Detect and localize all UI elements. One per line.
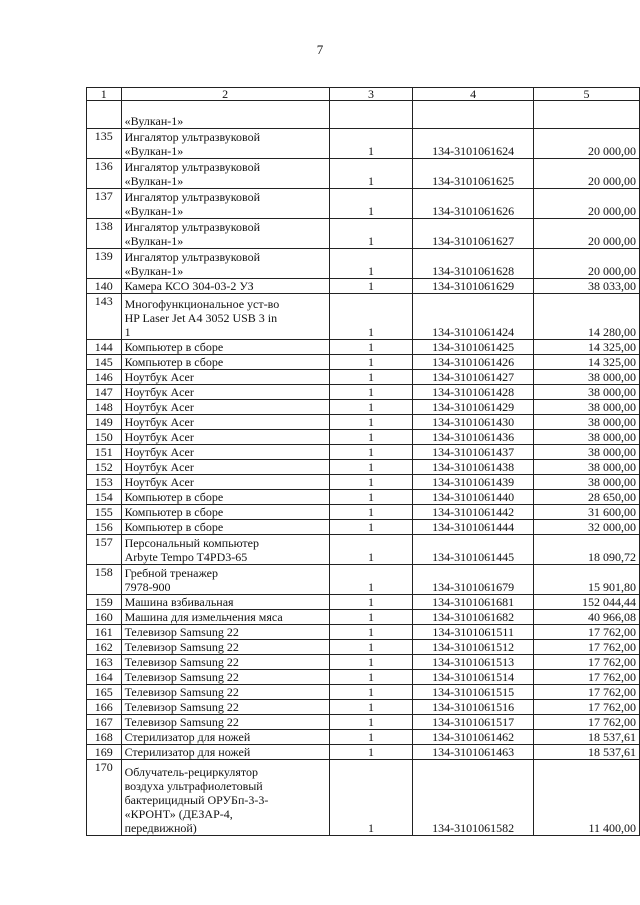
inventory-number: 134-3101061515 xyxy=(413,685,534,700)
table-row xyxy=(87,625,640,640)
item-price: 17 762,00 xyxy=(533,655,639,670)
inventory-table xyxy=(86,87,640,836)
row-number: 143 xyxy=(87,294,122,340)
inventory-number: 134-3101061428 xyxy=(413,385,534,400)
item-name-line: 7978-900 xyxy=(124,580,171,594)
table-row xyxy=(87,730,640,745)
item-name-line: Персональный компьютер xyxy=(124,536,259,550)
item-price: 14 325,00 xyxy=(533,355,639,370)
inventory-number: 134-3101061682 xyxy=(413,610,534,625)
item-name xyxy=(121,460,329,475)
item-name-line: Ноутбук Acer xyxy=(124,460,194,474)
item-quantity: 1 xyxy=(329,159,413,189)
table-row xyxy=(87,370,640,385)
inventory-number: 134-3101061582 xyxy=(413,760,534,836)
item-name-line: Ингалятор ультразвуковой xyxy=(124,220,261,234)
item-price: 14 325,00 xyxy=(533,340,639,355)
item-name xyxy=(121,565,329,595)
item-price: 38 033,00 xyxy=(533,279,639,294)
row-number: 165 xyxy=(87,685,122,700)
row-number: 140 xyxy=(87,279,122,294)
item-quantity: 1 xyxy=(329,490,413,505)
item-name-line: передвижной) xyxy=(124,821,197,835)
item-price: 17 762,00 xyxy=(533,640,639,655)
item-quantity: 1 xyxy=(329,700,413,715)
item-name xyxy=(121,505,329,520)
item-name-line: Машина взбивальная xyxy=(124,595,234,609)
item-price: 152 044,44 xyxy=(533,595,639,610)
table-row xyxy=(87,460,640,475)
table-row xyxy=(87,430,640,445)
item-quantity xyxy=(329,101,413,129)
item-quantity: 1 xyxy=(329,249,413,279)
row-number: 166 xyxy=(87,700,122,715)
inventory-number: 134-3101061437 xyxy=(413,445,534,460)
item-name xyxy=(121,685,329,700)
item-price: 17 762,00 xyxy=(533,700,639,715)
table-header-row xyxy=(87,88,640,101)
inventory-number: 134-3101061429 xyxy=(413,400,534,415)
item-price: 38 000,00 xyxy=(533,385,639,400)
item-quantity: 1 xyxy=(329,445,413,460)
item-quantity: 1 xyxy=(329,460,413,475)
item-name xyxy=(121,279,329,294)
row-number: 147 xyxy=(87,385,122,400)
item-price: 18 537,61 xyxy=(533,730,639,745)
inventory-number: 134-3101061681 xyxy=(413,595,534,610)
inventory-number: 134-3101061514 xyxy=(413,670,534,685)
item-price: 32 000,00 xyxy=(533,520,639,535)
table-row xyxy=(87,760,640,836)
item-name-line: Телевизор Samsung 22 xyxy=(124,715,239,729)
item-price: 20 000,00 xyxy=(533,159,639,189)
row-number xyxy=(87,101,122,129)
item-price: 17 762,00 xyxy=(533,625,639,640)
inventory-table-body xyxy=(87,88,640,836)
table-row xyxy=(87,685,640,700)
row-number: 151 xyxy=(87,445,122,460)
row-number: 164 xyxy=(87,670,122,685)
table-row xyxy=(87,640,640,655)
row-number: 168 xyxy=(87,730,122,745)
item-name-line: Компьютер в сборе xyxy=(124,505,224,519)
item-quantity: 1 xyxy=(329,294,413,340)
item-name-line: «Вулкан-1» xyxy=(124,204,184,218)
item-name-line: Стерилизатор для ножей xyxy=(124,745,251,759)
table-row xyxy=(87,565,640,595)
item-price: 11 400,00 xyxy=(533,760,639,836)
item-name xyxy=(121,355,329,370)
table-row xyxy=(87,189,640,219)
item-price: 17 762,00 xyxy=(533,715,639,730)
table-row xyxy=(87,101,640,129)
item-quantity: 1 xyxy=(329,565,413,595)
item-quantity: 1 xyxy=(329,400,413,415)
item-name xyxy=(121,189,329,219)
item-name-line: Ноутбук Acer xyxy=(124,415,194,429)
item-price: 15 901,80 xyxy=(533,565,639,595)
item-name xyxy=(121,385,329,400)
item-name-line: Камера КСО 304-03-2 УЗ xyxy=(124,279,254,293)
row-number: 145 xyxy=(87,355,122,370)
item-price: 31 600,00 xyxy=(533,505,639,520)
item-quantity: 1 xyxy=(329,129,413,159)
table-row xyxy=(87,340,640,355)
table-row xyxy=(87,400,640,415)
item-name xyxy=(121,595,329,610)
item-name-line: Ингалятор ультразвуковой xyxy=(124,190,261,204)
item-quantity: 1 xyxy=(329,535,413,565)
inventory-number: 134-3101061513 xyxy=(413,655,534,670)
item-quantity: 1 xyxy=(329,610,413,625)
item-name xyxy=(121,159,329,189)
row-number: 150 xyxy=(87,430,122,445)
row-number: 157 xyxy=(87,535,122,565)
item-quantity: 1 xyxy=(329,760,413,836)
item-price: 20 000,00 xyxy=(533,219,639,249)
row-number: 161 xyxy=(87,625,122,640)
item-price: 20 000,00 xyxy=(533,249,639,279)
item-name-line: Телевизор Samsung 22 xyxy=(124,655,239,669)
item-quantity: 1 xyxy=(329,189,413,219)
row-number: 135 xyxy=(87,129,122,159)
item-price: 28 650,00 xyxy=(533,490,639,505)
row-number: 146 xyxy=(87,370,122,385)
item-name xyxy=(121,700,329,715)
row-number: 156 xyxy=(87,520,122,535)
row-number: 169 xyxy=(87,745,122,760)
item-name-line: Гребной тренажер xyxy=(124,566,218,580)
page-number: 7 xyxy=(316,42,324,57)
row-number: 153 xyxy=(87,475,122,490)
item-name xyxy=(121,670,329,685)
item-quantity: 1 xyxy=(329,505,413,520)
item-price: 17 762,00 xyxy=(533,685,639,700)
item-quantity: 1 xyxy=(329,715,413,730)
table-row xyxy=(87,595,640,610)
row-number: 144 xyxy=(87,340,122,355)
item-price: 40 966,08 xyxy=(533,610,639,625)
item-name-line: Телевизор Samsung 22 xyxy=(124,685,239,699)
item-name xyxy=(121,445,329,460)
item-name-line: Компьютер в сборе xyxy=(124,355,224,369)
item-name-line: Стерилизатор для ножей xyxy=(124,730,251,744)
item-quantity: 1 xyxy=(329,355,413,370)
item-name xyxy=(121,294,329,340)
item-price: 38 000,00 xyxy=(533,460,639,475)
table-row xyxy=(87,159,640,189)
item-name-line: Arbyte Tempo T4PD3-65 xyxy=(124,550,248,564)
item-name xyxy=(121,475,329,490)
row-number: 139 xyxy=(87,249,122,279)
item-name-line: Компьютер в сборе xyxy=(124,340,224,354)
row-number: 149 xyxy=(87,415,122,430)
inventory-number: 134-3101061425 xyxy=(413,340,534,355)
item-name xyxy=(121,101,329,129)
item-name-line: Компьютер в сборе xyxy=(124,520,224,534)
table-row xyxy=(87,610,640,625)
item-name-line: «Вулкан-1» xyxy=(124,144,184,158)
item-price: 18 537,61 xyxy=(533,745,639,760)
item-quantity: 1 xyxy=(329,219,413,249)
item-name-line: Ингалятор ультразвуковой xyxy=(124,130,261,144)
inventory-number: 134-3101061426 xyxy=(413,355,534,370)
header-col-3: 3 xyxy=(329,88,413,101)
inventory-number: 134-3101061442 xyxy=(413,505,534,520)
item-name-line: Многофункциональное уст-во xyxy=(124,297,280,311)
item-price: 14 280,00 xyxy=(533,294,639,340)
item-name xyxy=(121,415,329,430)
item-name-line: Ноутбук Acer xyxy=(124,430,194,444)
item-quantity: 1 xyxy=(329,655,413,670)
item-price xyxy=(533,101,639,129)
inventory-number: 134-3101061516 xyxy=(413,700,534,715)
item-quantity: 1 xyxy=(329,640,413,655)
item-price: 38 000,00 xyxy=(533,475,639,490)
inventory-number: 134-3101061440 xyxy=(413,490,534,505)
item-name xyxy=(121,400,329,415)
item-name-line: Телевизор Samsung 22 xyxy=(124,670,239,684)
table-row xyxy=(87,445,640,460)
header-col-4: 4 xyxy=(413,88,534,101)
inventory-number: 134-3101061427 xyxy=(413,370,534,385)
item-name-line: Телевизор Samsung 22 xyxy=(124,640,239,654)
item-name-line: «Вулкан-1» xyxy=(124,174,184,188)
table-row xyxy=(87,415,640,430)
item-quantity: 1 xyxy=(329,670,413,685)
row-number: 154 xyxy=(87,490,122,505)
inventory-number: 134-3101061626 xyxy=(413,189,534,219)
inventory-number: 134-3101061430 xyxy=(413,415,534,430)
row-number: 158 xyxy=(87,565,122,595)
table-row xyxy=(87,249,640,279)
row-number: 170 xyxy=(87,760,122,836)
item-name-line: Ингалятор ультразвуковой xyxy=(124,160,261,174)
item-quantity: 1 xyxy=(329,625,413,640)
item-name-line: Ноутбук Acer xyxy=(124,400,194,414)
item-price: 20 000,00 xyxy=(533,189,639,219)
item-quantity: 1 xyxy=(329,415,413,430)
inventory-number: 134-3101061445 xyxy=(413,535,534,565)
table-row xyxy=(87,385,640,400)
item-name xyxy=(121,610,329,625)
item-name xyxy=(121,730,329,745)
item-name xyxy=(121,249,329,279)
inventory-number: 134-3101061624 xyxy=(413,129,534,159)
item-quantity: 1 xyxy=(329,595,413,610)
item-quantity: 1 xyxy=(329,340,413,355)
inventory-number: 134-3101061436 xyxy=(413,430,534,445)
row-number: 155 xyxy=(87,505,122,520)
table-row xyxy=(87,535,640,565)
item-name xyxy=(121,520,329,535)
item-quantity: 1 xyxy=(329,730,413,745)
inventory-number: 134-3101061511 xyxy=(413,625,534,640)
item-name-line: Машина для измельчения мяса xyxy=(124,610,283,624)
item-name-line: «КРОНТ» (ДЕЗАР-4, xyxy=(124,807,233,821)
item-name-line: Ноутбук Acer xyxy=(124,475,194,489)
row-number: 138 xyxy=(87,219,122,249)
item-quantity: 1 xyxy=(329,279,413,294)
item-name-line: Ноутбук Acer xyxy=(124,385,194,399)
item-name xyxy=(121,340,329,355)
inventory-number: 134-3101061438 xyxy=(413,460,534,475)
item-name xyxy=(121,640,329,655)
item-price: 17 762,00 xyxy=(533,670,639,685)
inventory-number: 134-3101061628 xyxy=(413,249,534,279)
item-name-line: Ноутбук Acer xyxy=(124,445,194,459)
inventory-number: 134-3101061679 xyxy=(413,565,534,595)
item-name xyxy=(121,655,329,670)
header-col-1: 1 xyxy=(87,88,122,101)
item-name-line: Компьютер в сборе xyxy=(124,490,224,504)
inventory-number: 134-3101061463 xyxy=(413,745,534,760)
row-number: 167 xyxy=(87,715,122,730)
item-name-line: Телевизор Samsung 22 xyxy=(124,625,239,639)
item-price: 20 000,00 xyxy=(533,129,639,159)
item-name-line: HP Laser Jet A4 3052 USB 3 in xyxy=(124,311,278,325)
table-row xyxy=(87,219,640,249)
item-quantity: 1 xyxy=(329,745,413,760)
item-name-line: воздуха ультрафиолетовый xyxy=(124,779,263,793)
item-name xyxy=(121,535,329,565)
item-name xyxy=(121,370,329,385)
inventory-number: 134-3101061439 xyxy=(413,475,534,490)
row-number: 152 xyxy=(87,460,122,475)
item-name xyxy=(121,490,329,505)
table-row xyxy=(87,520,640,535)
item-name xyxy=(121,430,329,445)
item-name-line: бактерицидный ОРУБп-3-3- xyxy=(124,793,269,807)
table-row xyxy=(87,670,640,685)
inventory-number: 134-3101061512 xyxy=(413,640,534,655)
item-quantity: 1 xyxy=(329,520,413,535)
row-number: 160 xyxy=(87,610,122,625)
item-name-line: 1 xyxy=(124,325,131,339)
inventory-number: 134-3101061625 xyxy=(413,159,534,189)
inventory-number: 134-3101061627 xyxy=(413,219,534,249)
table-row xyxy=(87,715,640,730)
header-col-2: 2 xyxy=(121,88,329,101)
table-row xyxy=(87,355,640,370)
row-number: 159 xyxy=(87,595,122,610)
item-name xyxy=(121,219,329,249)
table-row xyxy=(87,700,640,715)
item-price: 38 000,00 xyxy=(533,370,639,385)
item-price: 38 000,00 xyxy=(533,430,639,445)
row-number: 163 xyxy=(87,655,122,670)
row-number: 162 xyxy=(87,640,122,655)
table-row xyxy=(87,745,640,760)
item-name xyxy=(121,760,329,836)
table-row xyxy=(87,655,640,670)
item-name-line: «Вулкан-1» xyxy=(124,234,184,248)
inventory-number: 134-3101061517 xyxy=(413,715,534,730)
inventory-number xyxy=(413,101,534,129)
item-name-line: Ингалятор ультразвуковой xyxy=(124,250,261,264)
item-name xyxy=(121,625,329,640)
item-price: 18 090,72 xyxy=(533,535,639,565)
item-name-line: Облучатель-рециркулятор xyxy=(124,765,258,779)
item-quantity: 1 xyxy=(329,370,413,385)
table-row xyxy=(87,279,640,294)
row-number: 136 xyxy=(87,159,122,189)
header-col-5: 5 xyxy=(533,88,639,101)
inventory-number: 134-3101061629 xyxy=(413,279,534,294)
item-quantity: 1 xyxy=(329,685,413,700)
table-row xyxy=(87,490,640,505)
inventory-number: 134-3101061444 xyxy=(413,520,534,535)
item-name xyxy=(121,715,329,730)
item-quantity: 1 xyxy=(329,430,413,445)
item-name xyxy=(121,745,329,760)
table-row xyxy=(87,505,640,520)
item-price: 38 000,00 xyxy=(533,400,639,415)
item-quantity: 1 xyxy=(329,475,413,490)
item-quantity: 1 xyxy=(329,385,413,400)
item-name xyxy=(121,129,329,159)
item-price: 38 000,00 xyxy=(533,415,639,430)
table-row xyxy=(87,294,640,340)
inventory-number: 134-3101061424 xyxy=(413,294,534,340)
row-number: 148 xyxy=(87,400,122,415)
item-name-line: «Вулкан-1» xyxy=(124,114,184,128)
row-number: 137 xyxy=(87,189,122,219)
item-name-line: «Вулкан-1» xyxy=(124,264,184,278)
inventory-number: 134-3101061462 xyxy=(413,730,534,745)
table-row xyxy=(87,475,640,490)
item-name-line: Телевизор Samsung 22 xyxy=(124,700,239,714)
item-name-line: Ноутбук Acer xyxy=(124,370,194,384)
item-price: 38 000,00 xyxy=(533,445,639,460)
table-row xyxy=(87,129,640,159)
